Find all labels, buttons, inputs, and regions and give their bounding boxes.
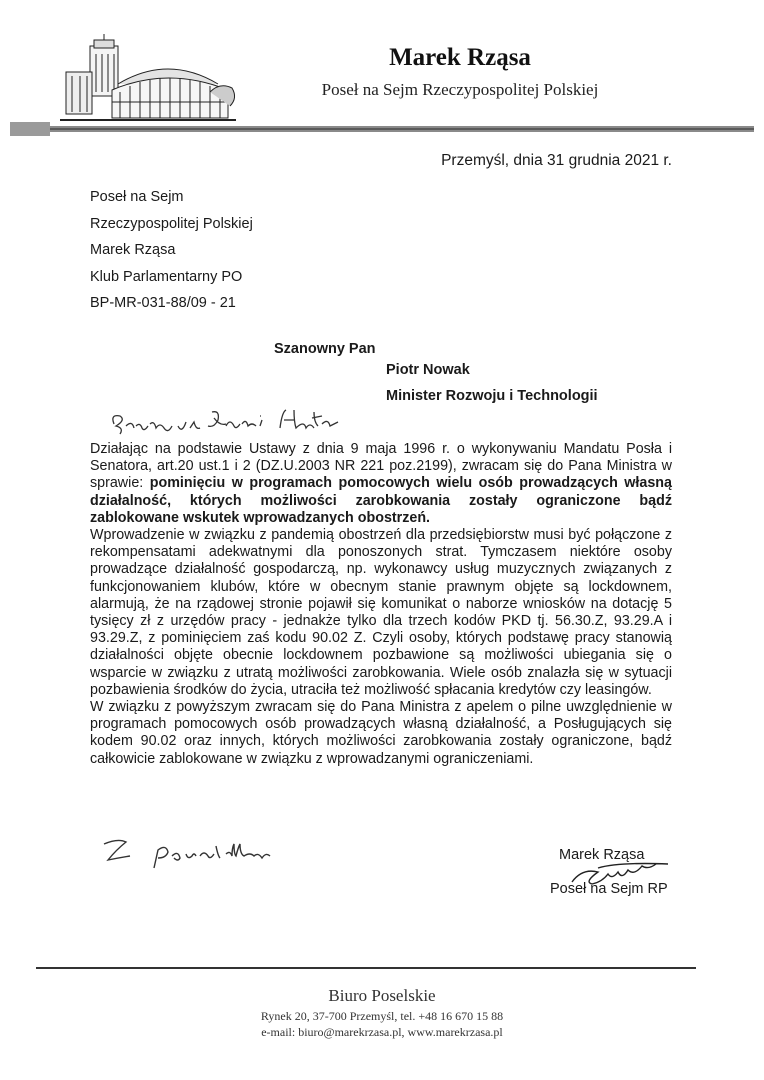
signature-name: Marek Rząsa bbox=[559, 847, 645, 863]
letter-body bbox=[90, 441, 672, 768]
letterhead-divider bbox=[10, 118, 754, 140]
footer-contact: e-mail: biuro@marekrzasa.pl, www.marekrzasa.pl bbox=[261, 1025, 503, 1039]
body-paragraph: W związku z powyższym zwracam się do Pana Ministra z apelem o pilne uwzględnienie w programach pomocowych osób prowadzących własną działalność, a Posługujących się kodem 90.02 oraz innych, których możliwości zarobkowania zostały ograniczone, bądź całkowicie zablokowane w związku z wprowadzanymi ograniczeniami. bbox=[90, 699, 672, 767]
sender-line: Klub Parlamentarny PO bbox=[90, 268, 243, 285]
date-line: Przemyśl, dnia 31 grudnia 2021 r. bbox=[441, 152, 672, 169]
letterhead-role: Poseł na Sejm Rzeczypospolitej Polskiej bbox=[321, 80, 599, 99]
body-paragraph-emphasis: pominięciu w programach pomocowych wielu osób prowadzących własną działalność, których możliwości zarobkowania zostały ograniczone bądź zablokowane wskutek wprowadzanych obostrzeń. bbox=[90, 475, 672, 526]
signature-role: Poseł na Sejm RP bbox=[550, 881, 668, 897]
body-paragraph-text: Działając na podstawie Ustawy z dnia 9 maja 1996 r. o wykonywaniu Mandatu Posła i Senatora, art.20 ust.1 i 2 (DZ.U.2003 NR 221 poz.2199), zwracam się do Pana Ministra w sprawie: bbox=[90, 441, 672, 492]
sejm-building-icon bbox=[60, 32, 240, 132]
sender-block bbox=[90, 184, 253, 317]
body-paragraph bbox=[90, 441, 672, 527]
handwritten-greeting bbox=[108, 404, 348, 438]
salutation-greeting: Szanowny Pan bbox=[274, 341, 376, 357]
reference-number: BP-MR-031-88/09 - 21 bbox=[90, 295, 236, 311]
letterhead-name: Marek Rząsa bbox=[389, 44, 531, 71]
body-paragraph: Wprowadzenie w związku z pandemią obostrzeń dla przedsiębiorstw musi być połączone z rekompensatami adekwatnymi dla ponoszonych strat. Tymczasem niektóre osoby prowadzące działalność gospodarczą, np. wykonawcy usług muzycznych związanych z funkcjonowaniem klubów, które w obecnym stanie prawnym objęte są lockdownem, alarmują, że na rządowej stronie pojawił się komunikat o naborze wniosków na dotację 5 tysięcy zł z urzędów pracy - jednakże tylko dla trzech kodów PKD tj. 56.30.Z, 93.29.A i 93.29.Z, z pominięciem zaś kodu 90.02 Z. Czyli osoby, których podstawę pracy stanowią działalności objęte obecnie lockdownem pozbawione są możliwości ubiegania się o wsparcie w związku z utratą możliwości zarobkowania. Wiele osób znalazła się w sytuacji pozbawienia środków do życia, utraciła też możliwość spłacania kredytów czy leasingów. bbox=[90, 527, 672, 698]
sender-line: Poseł na Sejm bbox=[90, 189, 184, 205]
handwritten-closing bbox=[96, 832, 316, 872]
footer-address: Rynek 20, 37-700 Przemyśl, tel. +48 16 670 15 88 bbox=[260, 1009, 504, 1023]
recipient-name: Piotr Nowak bbox=[386, 362, 470, 378]
footer-divider bbox=[36, 967, 696, 969]
recipient-title: Minister Rozwoju i Technologii bbox=[386, 388, 598, 404]
sender-line: Marek Rząsa bbox=[90, 242, 176, 258]
footer-title: Biuro Poselskie bbox=[328, 986, 436, 1005]
sender-line: Rzeczypospolitej Polskiej bbox=[90, 215, 253, 232]
